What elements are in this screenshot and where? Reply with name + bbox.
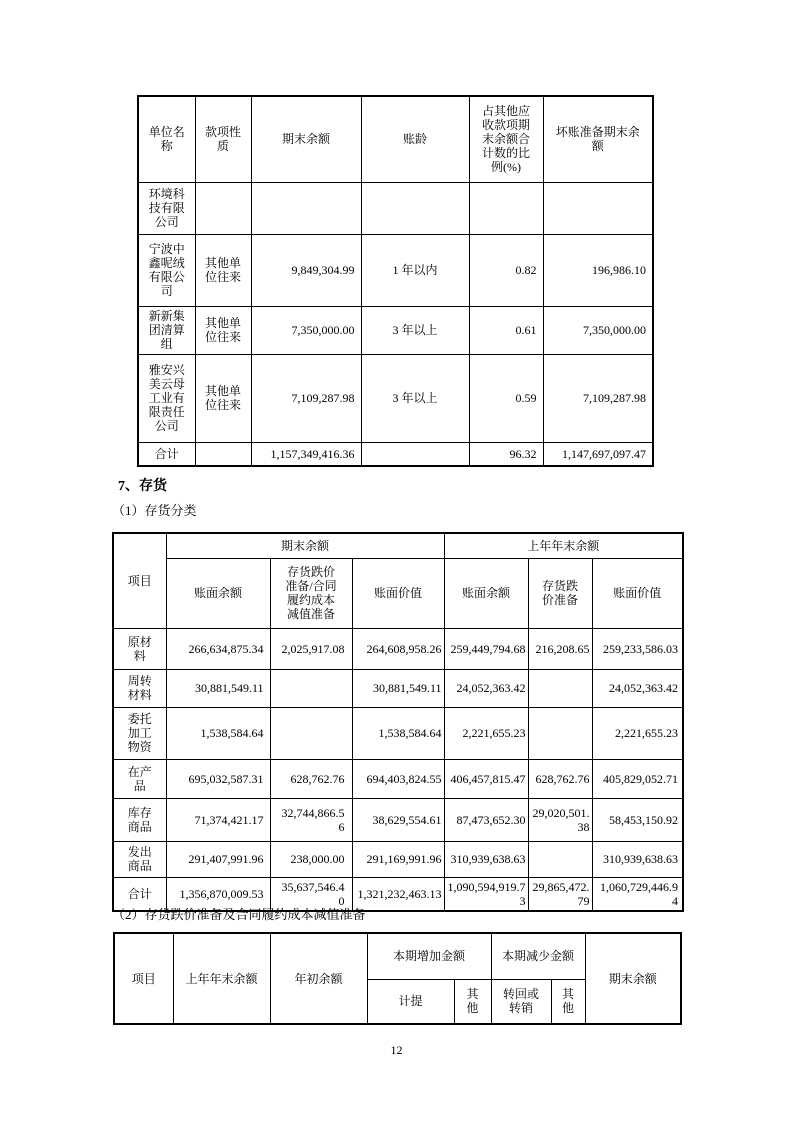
table-header-row: [138, 96, 653, 182]
value-cell: 24,052,363.42: [444, 669, 528, 707]
col-header-nature: 款项性质: [195, 96, 251, 182]
value-cell: 628,762.76: [528, 759, 592, 798]
nature-cell: 其他单位往来: [195, 354, 251, 442]
group-header-ending-balance: 期末余额: [166, 533, 444, 558]
item-label-cell: 周转材料: [113, 669, 166, 707]
col-header-book-value-prev: 账面价值: [592, 558, 683, 628]
value-cell: 628,762.76: [270, 759, 352, 798]
value-cell: 2,025,917.08: [270, 628, 352, 669]
col-header-ending-balance: 期末余额: [585, 933, 681, 1024]
nature-cell: 其他单位往来: [195, 234, 251, 306]
value-cell: 58,453,150.92: [592, 798, 683, 841]
subsection-title-inventory-classification: （1）存货分类: [112, 503, 197, 518]
col-header-reverse-writeoff: 转回或转销: [491, 979, 551, 1024]
group-header-prev-year-balance: 上年年末余额: [444, 533, 683, 558]
item-label-cell: 发出商品: [113, 841, 166, 877]
unit-name-cell: 宁波中鑫呢绒有限公司: [138, 234, 195, 306]
col-header-book-value: 账面价值: [352, 558, 444, 628]
col-header-provision-contract: 存货跌价准备/合同履约成本减值准备: [270, 558, 352, 628]
table-row: [138, 354, 653, 442]
col-header-decrease-other: 其他: [551, 979, 585, 1024]
table-row: [113, 841, 683, 877]
value-cell: 291,169,991.96: [352, 841, 444, 877]
balance-cell: 9,849,304.99: [251, 234, 361, 306]
group-header-decrease: 本期减少金额: [491, 933, 585, 979]
col-header-book-balance-prev: 账面余额: [444, 558, 528, 628]
ratio-cell: [469, 182, 543, 234]
value-cell: 30,881,549.11: [352, 669, 444, 707]
ratio-cell: 0.82: [469, 234, 543, 306]
col-header-year-begin: 年初余额: [270, 933, 367, 1024]
value-cell: 24,052,363.42: [592, 669, 683, 707]
value-cell: 405,829,052.71: [592, 759, 683, 798]
other-receivables-table: [137, 95, 654, 467]
value-cell: 310,939,638.63: [592, 841, 683, 877]
value-cell: 216,208.65: [528, 628, 592, 669]
balance-cell: 7,109,287.98: [251, 354, 361, 442]
item-label-cell: 库存商品: [113, 798, 166, 841]
table-row: [138, 306, 653, 354]
value-cell: 291,407,991.96: [166, 841, 270, 877]
value-cell: 1,090,594,919.73: [444, 877, 528, 911]
bad-debt-cell: [543, 182, 653, 234]
value-cell: 38,629,554.61: [352, 798, 444, 841]
value-cell: 695,032,587.31: [166, 759, 270, 798]
aging-cell: 3 年以上: [361, 354, 469, 442]
aging-cell: 3 年以上: [361, 306, 469, 354]
value-cell: 406,457,815.47: [444, 759, 528, 798]
page-number: 12: [390, 1043, 403, 1057]
value-cell: 694,403,824.55: [352, 759, 444, 798]
balance-cell: 1,157,349,416.36: [251, 442, 361, 466]
col-header-ratio: 占其他应收款项期末余额合计数的比例(%): [469, 96, 543, 182]
aging-cell: [361, 442, 469, 466]
value-cell: 35,637,546.40: [270, 877, 352, 911]
nature-cell: [195, 182, 251, 234]
value-cell: 1,060,729,446.94: [592, 877, 683, 911]
value-cell: 2,221,655.23: [592, 707, 683, 759]
ratio-cell: 0.61: [469, 306, 543, 354]
bad-debt-cell: 7,109,287.98: [543, 354, 653, 442]
value-cell: 29,020,501.38: [528, 798, 592, 841]
ratio-cell: 0.59: [469, 354, 543, 442]
unit-name-cell: 环境科技有限公司: [138, 182, 195, 234]
subsection-title-inventory-provision: （2）存货跌价准备及合同履约成本减值准备: [112, 907, 366, 922]
unit-name-cell: 雅安兴美云母工业有限责任公司: [138, 354, 195, 442]
nature-cell: [195, 442, 251, 466]
value-cell: [270, 707, 352, 759]
col-header-increase-other: 其他: [454, 979, 491, 1024]
aging-cell: 1 年以内: [361, 234, 469, 306]
table-row: [113, 707, 683, 759]
value-cell: [528, 841, 592, 877]
group-header-increase: 本期增加金额: [367, 933, 491, 979]
table-row: [138, 182, 653, 234]
value-cell: 32,744,866.56: [270, 798, 352, 841]
ratio-cell: 96.32: [469, 442, 543, 466]
table-group-header-row: [113, 533, 683, 558]
inventory-provision-table: [113, 932, 682, 1025]
table-row: [113, 669, 683, 707]
value-cell: 259,449,794.68: [444, 628, 528, 669]
unit-name-cell: 新新集团清算组: [138, 306, 195, 354]
bad-debt-cell: 196,986.10: [543, 234, 653, 306]
value-cell: 1,538,584.64: [166, 707, 270, 759]
value-cell: 71,374,421.17: [166, 798, 270, 841]
inventory-classification-table: [112, 532, 684, 912]
item-label-cell: 委托加工物资: [113, 707, 166, 759]
section-title-inventory: 7、存货: [118, 479, 167, 494]
table-row: [138, 234, 653, 306]
item-label-cell: 在产品: [113, 759, 166, 798]
table-total-row: [113, 877, 683, 911]
value-cell: [528, 707, 592, 759]
value-cell: 1,321,232,463.13: [352, 877, 444, 911]
col-header-prev-year-end: 上年年末余额: [173, 933, 270, 1024]
value-cell: 264,608,958.26: [352, 628, 444, 669]
table-row: [113, 798, 683, 841]
value-cell: [528, 669, 592, 707]
table-row: [113, 628, 683, 669]
value-cell: 238,000.00: [270, 841, 352, 877]
value-cell: 310,939,638.63: [444, 841, 528, 877]
value-cell: 1,538,584.64: [352, 707, 444, 759]
col-header-ending-balance: 期末余额: [251, 96, 361, 182]
col-header-bad-debt: 坏账准备期末余额: [543, 96, 653, 182]
value-cell: 29,865,472.79: [528, 877, 592, 911]
total-label-cell: 合计: [113, 877, 166, 911]
bad-debt-cell: 7,350,000.00: [543, 306, 653, 354]
value-cell: 2,221,655.23: [444, 707, 528, 759]
balance-cell: 7,350,000.00: [251, 306, 361, 354]
col-header-item: 项目: [114, 933, 173, 1024]
table-total-row: [138, 442, 653, 466]
col-header-provision-prev: 存货跌价准备: [528, 558, 592, 628]
table-subheader-row: [113, 558, 683, 628]
value-cell: 1,356,870,009.53: [166, 877, 270, 911]
table-row: [113, 759, 683, 798]
balance-cell: [251, 182, 361, 234]
col-header-accrual: 计提: [367, 979, 454, 1024]
value-cell: 266,634,875.34: [166, 628, 270, 669]
aging-cell: [361, 182, 469, 234]
nature-cell: 其他单位往来: [195, 306, 251, 354]
table-group-header-row: [114, 933, 681, 979]
col-header-unit-name: 单位名称: [138, 96, 195, 182]
col-header-book-balance: 账面余额: [166, 558, 270, 628]
col-header-aging: 账龄: [361, 96, 469, 182]
item-label-cell: 原材料: [113, 628, 166, 669]
col-header-item: 项目: [113, 533, 166, 628]
value-cell: [270, 669, 352, 707]
value-cell: 87,473,652.30: [444, 798, 528, 841]
value-cell: 259,233,586.03: [592, 628, 683, 669]
value-cell: 30,881,549.11: [166, 669, 270, 707]
bad-debt-cell: 1,147,697,097.47: [543, 442, 653, 466]
total-label-cell: 合计: [138, 442, 195, 466]
